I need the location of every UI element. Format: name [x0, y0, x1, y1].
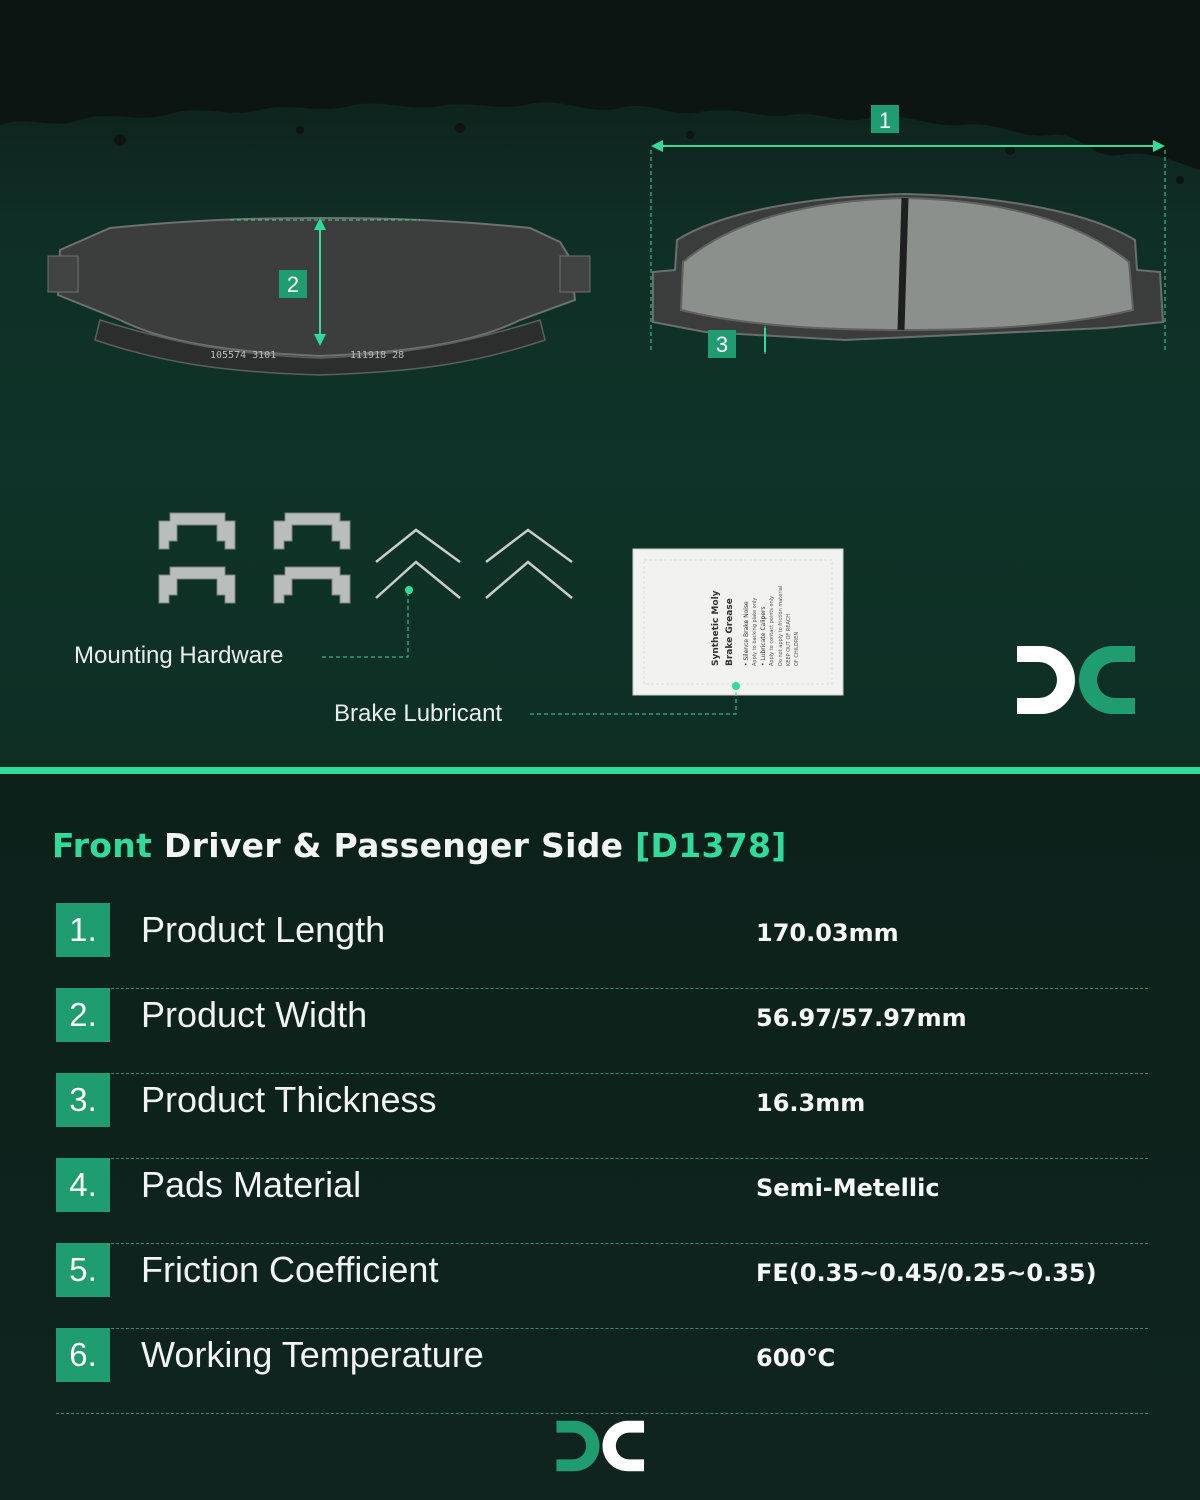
packet-line-2: Apply to backing plate only — [752, 597, 758, 666]
packet-line-1: • Silence Brake Noise — [743, 601, 750, 666]
footer-brand-logo — [555, 1416, 647, 1476]
callout-mounting-hardware: Mounting Hardware — [74, 642, 284, 669]
spec-value: 56.97/57.97mm — [756, 1004, 967, 1032]
packet-subtitle: Brake Grease — [725, 598, 735, 666]
pad-stamp-right: 111918 28 — [350, 350, 405, 361]
spec-label: Product Thickness — [141, 1079, 437, 1120]
pad-stamp-left: 105574 3101 — [210, 350, 277, 361]
spec-number-badge: 2. — [56, 988, 110, 1042]
spec-value: FE(0.35~0.45/0.25~0.35) — [756, 1259, 1097, 1287]
spec-heading — [52, 826, 787, 865]
spec-number-badge: 6. — [56, 1328, 110, 1382]
spec-row — [56, 988, 1148, 1074]
section-divider — [0, 767, 1200, 774]
dimension-label-3: 3 — [715, 332, 729, 357]
spec-number-badge: 1. — [56, 903, 110, 957]
heading-code: [D1378] — [635, 826, 787, 865]
spec-number-badge: 4. — [56, 1158, 110, 1212]
spec-row — [56, 1158, 1148, 1244]
heading-main: Driver & Passenger Side — [163, 826, 624, 865]
callout-brake-lubricant: Brake Lubricant — [334, 700, 503, 727]
spec-number-badge: 3. — [56, 1073, 110, 1127]
spec-row — [56, 903, 1148, 989]
spec-value: 170.03mm — [756, 919, 899, 947]
dimension-label-1: 1 — [878, 108, 892, 133]
dimension-label-2: 2 — [286, 272, 300, 297]
spec-label: Friction Coefficient — [141, 1249, 439, 1290]
packet-line-5: Do not apply to friction material — [778, 585, 784, 666]
packet-line-3: • Lubricate Calipers — [760, 606, 767, 666]
spec-row — [56, 1328, 1148, 1414]
spec-value: 16.3mm — [756, 1089, 866, 1117]
packet-line-7: OF CHILDREN — [794, 631, 800, 666]
spec-row — [56, 1073, 1148, 1159]
spec-value: Semi-Metellic — [756, 1174, 940, 1202]
spec-label: Product Length — [141, 909, 386, 950]
packet-line-4: Apply to contact points only — [769, 595, 775, 666]
spec-label: Pads Material — [141, 1164, 362, 1205]
spec-label: Product Width — [141, 994, 368, 1035]
spec-label: Working Temperature — [141, 1334, 484, 1375]
spec-value: 600℃ — [756, 1344, 836, 1372]
spec-number-badge: 5. — [56, 1243, 110, 1297]
packet-line-6: KEEP OUT OF REACH — [786, 613, 792, 666]
packet-title: Synthetic Moly — [711, 590, 721, 666]
heading-highlight: Front — [52, 826, 153, 865]
spec-row — [56, 1243, 1148, 1329]
brand-logo — [1015, 640, 1139, 720]
